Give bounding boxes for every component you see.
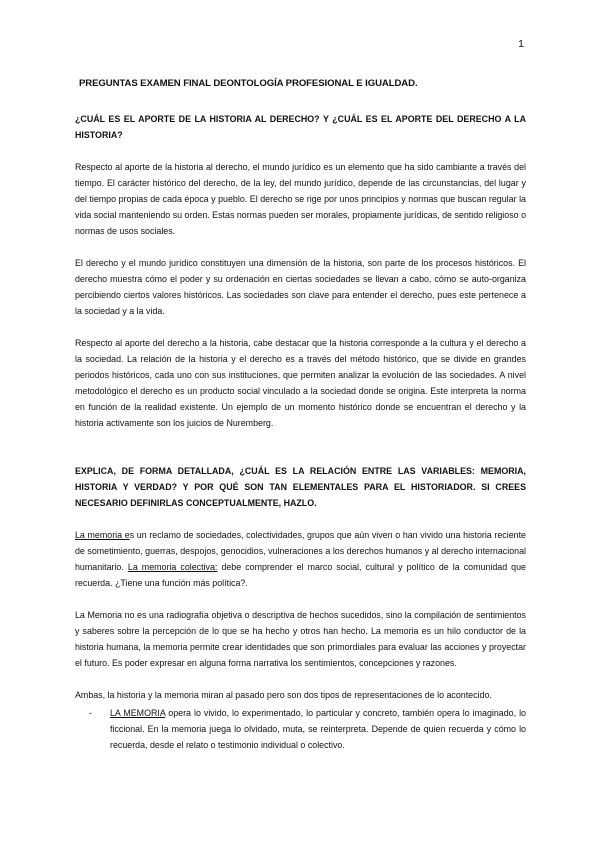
bullet-dash: - — [89, 708, 92, 718]
bullet-text: opera lo vivido, lo experimentado, lo particular y concreto, también opera lo imaginado, lo ficcional. En la memoria juega lo olvidado, muta, se reinterpreta. Depende de quien recuerda y cómo lo recuerda, desde el relato o testimonio individual o colectivo. — [110, 708, 526, 750]
document-body — [75, 76, 526, 753]
document-title: PREGUNTAS EXAMEN FINAL DEONTOLOGÍA PROFESIONAL E IGUALDAD. — [79, 78, 418, 89]
page-number: 1 — [518, 38, 524, 50]
paragraph-6: Ambas, la historia y la memoria miran al pasado pero son dos tipos de representaciones de lo acontecido. — [75, 690, 492, 700]
bullet-list — [75, 705, 526, 753]
term-la-memoria-caps: LA MEMORIA — [110, 708, 166, 718]
paragraph-4 — [75, 527, 526, 591]
paragraph-1: Respecto al aporte de la historia al derecho, el mundo jurídico es un elemento que ha sido cambiante a través del tiempo. El carácter histórico del derecho, de la ley, del mundo jurídico, depende de las circunstancias, del lugar y del tiempo propias de cada época y pueblo. El derecho se rige por unos principios y normas que buscan regular la vida social manteniendo su orden. Estas normas pueden ser morales, propiamente jurídicas, de sentido religioso o normas de usos sociales. — [75, 162, 526, 236]
term-memoria-colectiva: La memoria colectiva: — [127, 562, 218, 572]
paragraph-4-text-2: debe comprender el marco social, cultural y político de la comunidad que recuerda. ¿Tiene una función más política?. — [75, 562, 526, 588]
paragraph-5: La Memoria no es una radiografía objetiva o descriptiva de hechos sucedidos, sino la compilación de sentimientos y saberes sobre la percepción de lo que se ha hecho y otros han hecho. La memoria es un hilo conductor de la historia humana, la memoria permite crear identidades que son primordiales para evaluar las acciones y proyectar el futuro. Es poder expresar en alguna forma narrativa los sentimientos, concepciones y razones. — [75, 610, 526, 668]
paragraph-2: El derecho y el mundo jurídico constituyen una dimensión de la historia, son parte de los procesos históricos. El derecho muestra cómo el poder y su ordenación en ciertas sociedades se llevan a cabo, cómo se auto-organiza percibiendo ciertos valores históricos. Las sociedades son clave para entender el derecho, pues este pertenece a la sociedad y a la vida. — [75, 258, 526, 316]
term-la-memoria: La memoria e — [75, 530, 130, 540]
paragraph-4-text-1: s un reclamo de sociedades, colectividades, grupos que aún viven o han vivido una historia reciente de sometimiento, guerras, despojos, genocidios, vulneraciones a los derechos humanos y al derecho internacional humanitario. — [75, 530, 526, 572]
bullet-item-memoria — [75, 705, 526, 753]
question-1: ¿CUÁL ES EL APORTE DE LA HISTORIA AL DERECHO? Y ¿CUÁL ES EL APORTE DEL DERECHO A LA HISTORIA? — [75, 114, 526, 140]
paragraph-3: Respecto al aporte del derecho a la historia, cabe destacar que la historia corresponde a la cultura y el derecho a la sociedad. La relación de la historia y el derecho es a través del método histórico, que se divide en grandes periodos históricos, cada uno con sus instituciones, que permiten analizar la evolución de las sociedades. A nivel metodológico el derecho es un producto social vinculado a la sociedad donde se origina. Este interpreta la norma en función de la realidad existente. Un ejemplo de un momento histórico donde se encuentran el derecho y la historia activamente son los juicios de Nuremberg. — [75, 338, 526, 428]
question-2: EXPLICA, DE FORMA DETALLADA, ¿CUÁL ES LA RELACIÓN ENTRE LAS VARIABLES: MEMORIA, HISTORIA Y VERDAD? Y POR QUÉ SON TAN ELEMENTALES PARA EL HISTORIADOR. SI CREES NECESARIO DEFINIRLAS CONCEPTUALMENTE, HAZLO. — [75, 466, 526, 508]
section-gap — [75, 447, 526, 463]
